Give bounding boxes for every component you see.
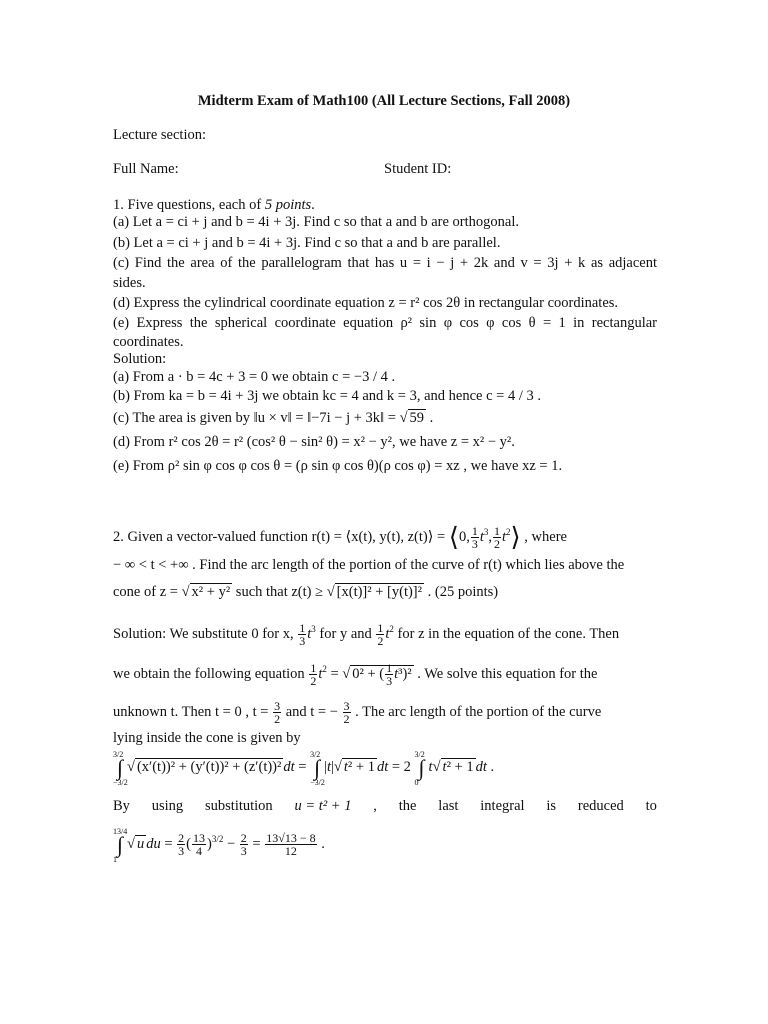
q2-solution-line3: unknown t. Then t = 0 , t = $\frac{3}{2}$ and t = − $\frac{3}{2}$ . The arc length of the portion of the curve <box>113 699 602 726</box>
q1-solution-e: (e) From ρ² sin φ cos φ cos θ = (ρ sin φ cos θ)(ρ cos φ) = xz , we have xz = 1. <box>113 458 563 474</box>
integral-sign-3: ∫ 3/2 0 <box>414 749 425 787</box>
q2-sol2-end: . We solve this equation for the <box>417 665 598 682</box>
integral-sign-2: ∫ 3/2 −3/2 <box>310 749 325 787</box>
sub-word: reduced <box>577 798 624 814</box>
q1-part-c-line2: sides. <box>113 275 146 291</box>
q1-intro <box>113 196 657 214</box>
full-name-label: Full Name: <box>113 161 179 177</box>
q2-sol1-text: Solution: We substitute 0 for x, <box>113 625 294 642</box>
q2-solution-line2: we obtain the following equation $\frac{1}{2}$ $t^2$ = √ 0² + ( $\frac{1}{3}$ t³)² . We solve this equation for the <box>113 661 598 688</box>
q1-intro-end: . <box>311 197 315 213</box>
sub-word: last <box>438 798 459 814</box>
sub-word: to <box>645 798 657 814</box>
q1-solution-b: (b) From ka = b = 4i + 3j we obtain kc = 4 and k = 3, and hence c = 4 / 3 . <box>113 388 541 404</box>
q2-sol3-mid: and t = − <box>285 703 338 720</box>
q2-sol1-end: for z in the equation of the cone. Then <box>397 625 620 642</box>
q1-part-a: (a) Let a = ci + j and b = 4i + 3j. Find c so that a and b are orthogonal. <box>113 214 519 230</box>
q2-cone-expr: x² + y² <box>191 584 231 600</box>
int2-upper-limit: 3/2 <box>310 749 321 759</box>
q1-part-e-line2: coordinates. <box>113 334 184 350</box>
sub-word: using <box>151 798 184 814</box>
q1-points: 5 points <box>264 197 312 213</box>
q2-arc-length-integral: ∫ 3/2 −3/2 √ (x′(t))² + (y′(t))² + (z′(t))² dt = ∫ 3/2 −3/2 |t|√ t² + 1 dt = 2 ∫ 3/2 0 t√ t² + 1 dt . <box>113 749 495 787</box>
sub-word: , <box>373 798 377 814</box>
q1-solution-c: (c) The area is given by ‖u × v‖ = ‖−7i − j + 3k‖ = √ 59 . <box>113 410 434 426</box>
q1-solution-d: (d) From r² cos 2θ = r² (cos² θ − sin² θ) = x² − y², we have z = x² − y². <box>113 434 515 450</box>
q2-ineq-expr: [x(t)]² + [y(t)]² <box>336 584 422 600</box>
q1-solution-c-text: (c) The area is given by ‖u × v‖ = ‖−7i − j + 3k‖ = <box>113 410 400 426</box>
q2-line3-mid: such that z(t) ≥ <box>232 584 327 600</box>
page-title: Midterm Exam of Math100 (All Lecture Sections, Fall 2008) <box>197 93 571 109</box>
q2-solution-line4: lying inside the cone is given by <box>113 730 301 746</box>
int2-lower-limit: −3/2 <box>310 777 325 787</box>
q2-sol3-text: unknown t. Then t = 0 , t = <box>113 703 269 720</box>
sub-word: By <box>113 798 130 814</box>
q1-part-e-line1: (e) Express the spherical coordinate equation ρ² sin φ cos φ cos θ = 1 in rectangular <box>113 315 657 331</box>
q2-sol1-mid: for y and <box>319 625 372 642</box>
int3-upper-limit: 3/2 <box>414 749 425 759</box>
q2-line2: − ∞ < t < +∞ . Find the arc length of the portion of the curve of r(t) which lies above the <box>113 557 625 573</box>
q2-final-result: ∫ 13/4 1 √ u du = $\frac{2}{3}$ ( $\frac{13}{4}$ )$^{3/2}$ − $\frac{2}{3}$ = $\frac{13√13 - 8}{12}$ . <box>113 826 325 864</box>
integral-sign: ∫ 3/2 −3/2 <box>113 749 128 787</box>
q2-sol2-text: we obtain the following equation <box>113 665 305 682</box>
q1-solution-c-end: . <box>426 410 434 426</box>
q1-solution-a: (a) From a · b = 4c + 3 = 0 we obtain c = −3 / 4 . <box>113 369 396 385</box>
int4-lower-limit: 1 <box>113 854 117 864</box>
q1-part-c-line1: (c) Find the area of the parallelogram that has u = i − j + 2k and v = 3j + k as adjacent <box>113 255 657 271</box>
q1-intro-text: 1. Five questions, each of <box>113 197 265 213</box>
lecture-section-label: Lecture section: <box>113 127 206 143</box>
sub-word: is <box>546 798 557 814</box>
student-id-label: Student ID: <box>384 161 452 177</box>
q2-line1: 2. Given a vector-valued function r(t) = ⟨x(t), y(t), z(t)⟩ = ⟨0, $\frac{1}{3}$ $t^3$, $\frac{1}{2}$ $t^2⟩$ , where <box>113 522 567 552</box>
sub-expression: u = t² + 1 <box>294 798 352 814</box>
int4-upper-limit: 13/4 <box>113 826 128 836</box>
int-lower-limit: −3/2 <box>113 777 128 787</box>
sub-word: substitution <box>205 798 273 814</box>
int-upper-limit: 3/2 <box>113 749 124 759</box>
q1-part-b: (b) Let a = ci + j and b = 4i + 3j. Find c so that a and b are parallel. <box>113 235 501 251</box>
q2-line1-end: , where <box>524 528 567 545</box>
q1-solution-c-sqrt: 59 <box>409 410 425 426</box>
sub-word: the <box>398 798 417 814</box>
q2-substitution-line <box>113 797 657 815</box>
q1-part-d: (d) Express the cylindrical coordinate equation z = r² cos 2θ in rectangular coordinates. <box>113 295 619 311</box>
q2-line1-text: 2. Given a vector-valued function r(t) = ⟨x(t), y(t), z(t)⟩ = <box>113 528 446 545</box>
final-numerator: 13√13 − 8 <box>266 831 316 845</box>
final-denominator: 12 <box>284 844 297 858</box>
q2-points: . (25 points) <box>427 584 499 600</box>
q2-sol3-end: . The arc length of the portion of the curve <box>355 703 602 720</box>
integral-sign-4: ∫ 13/4 1 <box>113 826 128 864</box>
q2-solution-line1: Solution: We substitute 0 for x, $\frac{1}{3}$ $t^3$ for y and $\frac{1}{2}$ $t^2$ for z in the equation of the cone. Then <box>113 621 620 648</box>
arc-length-integrand: (x′(t))² + (y′(t))² + (z′(t))² <box>136 759 282 775</box>
sub-word: integral <box>480 798 525 814</box>
q2-line3: cone of z = √ x² + y² such that z(t) ≥ √ [x(t)]² + [y(t)]² . (25 points) <box>113 584 499 600</box>
name-id-row <box>113 160 657 178</box>
q2-line3-text: cone of z = <box>113 584 178 600</box>
q1-solution-label: Solution: <box>113 351 167 367</box>
int3-lower-limit: 0 <box>414 777 419 787</box>
